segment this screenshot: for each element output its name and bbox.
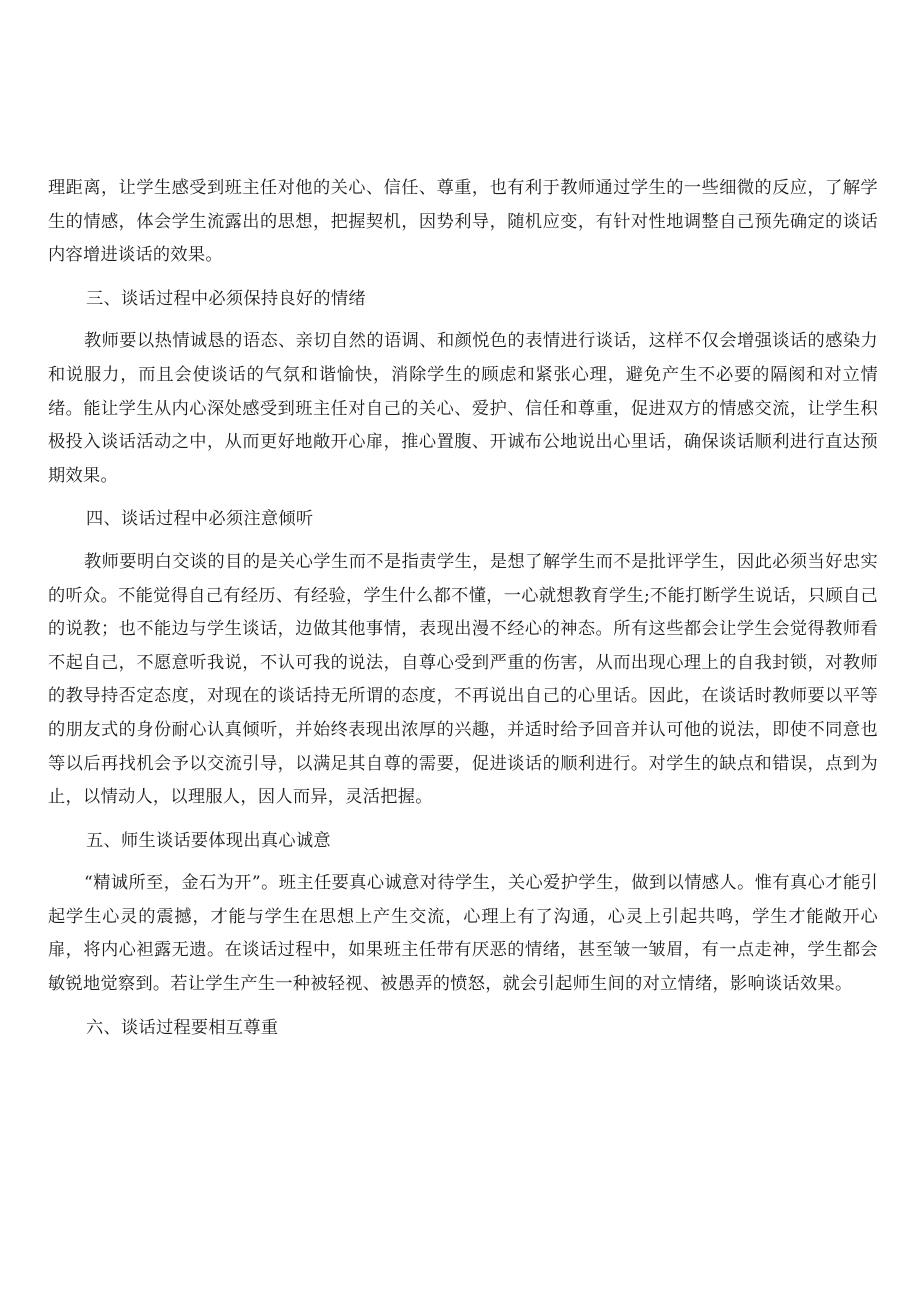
paragraph-continuation: 理距离，让学生感受到班主任对他的关心、信任、尊重，也有利于教师通过学生的一些细微的反应，了解学生的情感，体会学生流露出的思想，把握契机，因势利导，随机应变，有针对性地调整自己预先确定的谈话内容增进谈话的效果。 — [48, 178, 878, 266]
section-heading-6: 六、谈话过程要相互尊重 — [86, 1017, 279, 1038]
section-heading-4: 四、谈话过程中必须注意倾听 — [86, 509, 314, 530]
paragraph-listening: 教师要明白交谈的目的是关心学生而不是指责学生，是想了解学生而不是批评学生，因此必须当好忠实的听众。不能觉得自己有经历、有经验，学生什么都不懂，一心就想教育学生;不能打断学生说话，只顾自己的说教；也不能边与学生谈话，边做其他事情，表现出漫不经心的神态。所有这些都会让学生会觉得教师看不起自己，不愿意听我说，不认可我的说法，自尊心受到严重的伤害，从而出现心理上的自我封锁，对教师的教导持否定态度，对现在的谈话持无所谓的态度，不再说出自己的心里话。因此，在谈话时教师要以平等的朋友式的身份耐心认真倾听，并始终表现出浓厚的兴趣，并适时给予回音并认可他的说法，即使不同意也等以后再找机会予以交流引导，以满足其自尊的需要，促进谈话的顺利进行。对学生的缺点和错误，点到为止，以情动人，以理服人，因人而异，灵活把握。 — [48, 551, 878, 808]
document-page — [48, 172, 878, 1054]
paragraph-sincerity: “精诚所至，金石为开”。班主任要真心诚意对待学生，关心爱护学生，做到以情感人。惟有真心才能引起学生心灵的震撼，才能与学生在思想上产生交流，心理上有了沟通，心灵上引起共鸣，学生才能敞开心扉，将内心袒露无遗。在谈话过程中，如果班主任带有厌恶的情绪，甚至皱一皱眉，有一点走神，学生都会敏锐地觉察到。若让学生产生一种被轻视、被愚弄的愤怒，就会引起师生间的对立情绪，影响谈话效果。 — [48, 873, 878, 995]
section-heading-3: 三、谈话过程中必须保持良好的情绪 — [86, 288, 366, 309]
paragraph-emotion: 教师要以热情诚恳的语态、亲切自然的语调、和颜悦色的表情进行谈话，这样不仅会增强谈话的感染力和说服力，而且会使谈话的气氛和谐愉快，消除学生的顾虑和紧张心理，避免产生不必要的隔阂和对立情绪。能让学生从内心深处感受到班主任对自己的关心、爱护、信任和尊重，促进双方的情感交流，让学生积极投入谈话活动之中，从而更好地敞开心扉，推心置腹、开诚布公地说出心里话，确保谈话顺利进行直达预期效果。 — [48, 331, 878, 486]
section-heading-5: 五、师生谈话要体现出真心诚意 — [86, 830, 331, 851]
